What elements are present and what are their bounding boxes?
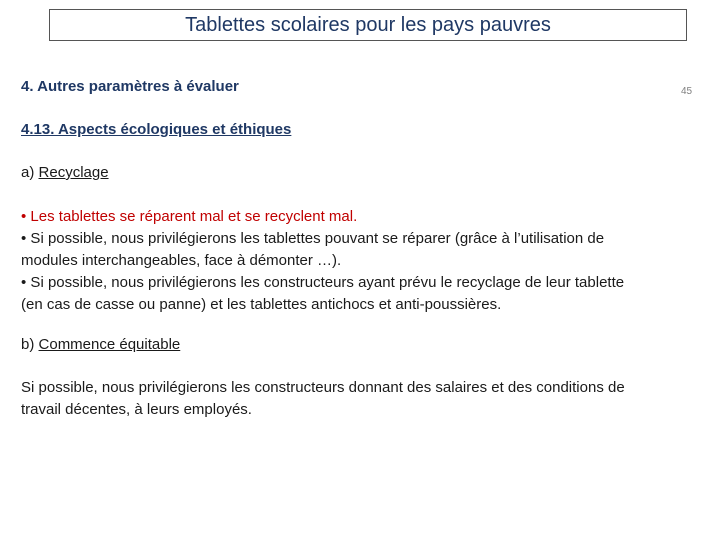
bullet-marker: • [21, 208, 27, 225]
slide-title-box [49, 9, 687, 41]
section-heading: 4. Autres paramètres à évaluer [21, 78, 239, 95]
part-a-label [21, 162, 691, 184]
bullet-text: Les tablettes se réparent mal et se recyclent mal. [26, 208, 358, 225]
part-a-title: Recyclage [38, 164, 109, 181]
part-b-body [21, 377, 691, 421]
slide-title: Tablettes scolaires pour les pays pauvres [185, 13, 551, 36]
bullet-marker: • [21, 274, 27, 291]
bullet-item-2 [21, 228, 691, 250]
bullet-item-3 [21, 272, 691, 294]
part-b-label [21, 334, 691, 356]
part-b-prefix: b) [21, 336, 39, 353]
bullet-text-line: Si possible, nous privilégierons les tablettes pouvant se réparer (grâce à l’utilisation de [26, 230, 605, 247]
bullet-item-1 [21, 206, 691, 228]
bullet-item-2-continuation: modules interchangeables, face à démonter …). [21, 252, 342, 269]
part-b-line-1: Si possible, nous privilégierons les constructeurs donnant des salaires et des conditions de [21, 379, 625, 396]
bullet-text-line: Si possible, nous privilégierons les constructeurs ayant prévu le recyclage de leur tablette [26, 274, 625, 291]
part-a-prefix: a) [21, 164, 39, 181]
part-a-bullet-list [21, 206, 691, 316]
subsection-heading: 4.13. Aspects écologiques et éthiques [21, 121, 292, 138]
part-b-title: Commence équitable [38, 336, 181, 353]
slide-number: 45 [681, 86, 693, 97]
bullet-item-3-continuation: (en cas de casse ou panne) et les tablettes antichocs et anti-poussières. [21, 296, 502, 313]
part-b-line-2: travail décentes, à leurs employés. [21, 401, 252, 418]
bullet-marker: • [21, 230, 27, 247]
